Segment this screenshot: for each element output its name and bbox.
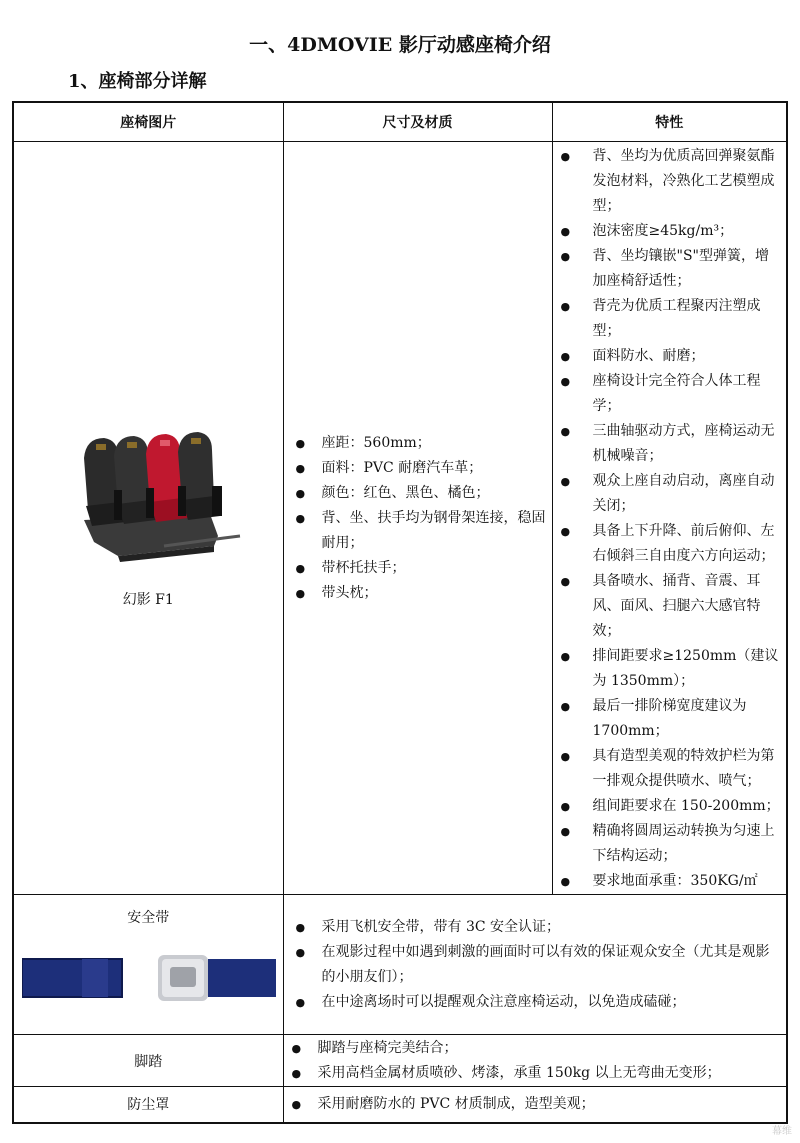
table-row-dustcover [13, 1087, 787, 1123]
list-item: ● 背、坐均为优质高回弹聚氨酯发泡材料，冷熟化工艺模塑成型； [553, 144, 781, 219]
dustcover-features-list [284, 1092, 787, 1117]
list-item: ● 脚踏与座椅完美结合； [284, 1036, 787, 1061]
seat-model-name: 幻影 F1 [122, 591, 174, 608]
list-item: ● 观众上座自动启动，离座自动关闭； [553, 469, 781, 519]
section-title: 1、座椅部分详解 [68, 71, 207, 92]
watermark: 幕维 [772, 1126, 792, 1137]
seat-specs-list [288, 431, 546, 606]
list-item: ● 三曲轴驱动方式，座椅运动无机械噪音； [553, 419, 781, 469]
dustcover-label: 防尘罩 [13, 1087, 283, 1123]
list-item: ● 要求地面承重：350KG/㎡ [553, 869, 781, 894]
header-features: 特性 [552, 102, 787, 142]
seatbelt-label-cell [13, 895, 283, 1035]
seatbelt-label: 安全带 [127, 910, 170, 926]
table-header-row [13, 102, 787, 142]
list-item: ● 座椅设计完全符合人体工程学； [553, 369, 781, 419]
seatbelt-photo [22, 955, 276, 1005]
seat-features-list [553, 144, 781, 894]
seatbelt-features-list [288, 915, 781, 1015]
list-item: ● 背、坐均镶嵌"S"型弹簧，增加座椅舒适性； [553, 244, 781, 294]
list-item: ● 在中途离场时可以提醒观众注意座椅运动，以免造成磕碰； [288, 990, 781, 1015]
list-item: ● 面料：PVC 耐磨汽车革； [288, 456, 546, 481]
seat-image-cell [13, 142, 283, 895]
list-item: ● 座距：560mm； [288, 431, 546, 456]
list-item: ● 采用高档金属材质喷砂、烤漆，承重 150kg 以上无弯曲无变形； [284, 1061, 787, 1086]
list-item: ● 泡沫密度≥45kg/m³； [553, 219, 781, 244]
list-item: ● 颜色：红色、黑色、橘色； [288, 481, 546, 506]
list-item: ● 精确将圆周运动转换为匀速上下结构运动； [553, 819, 781, 869]
list-item: ● 排间距要求≥1250mm（建议为 1350mm）； [553, 644, 781, 694]
seatbelt-features-cell [283, 895, 787, 1035]
header-seat-image: 座椅图片 [13, 102, 283, 142]
seat-features-cell [552, 142, 787, 895]
list-item: ● 带杯托扶手； [288, 556, 546, 581]
list-item: ● 带头枕； [288, 581, 546, 606]
list-item: ● 采用耐磨防水的 PVC 材质制成，造型美观； [284, 1092, 787, 1117]
list-item: ● 背壳为优质工程聚丙注塑成型； [553, 294, 781, 344]
list-item: ● 背、坐、扶手均为钢骨架连接，稳固耐用； [288, 506, 546, 556]
footrest-features-list [284, 1036, 787, 1086]
list-item: ● 采用飞机安全带，带有 3C 安全认证； [288, 915, 781, 940]
seat-specs-cell [283, 142, 552, 895]
list-item: ● 在观影过程中如遇到刺激的画面时可以有效的保证观众安全（尤其是观影的小朋友们）； [288, 940, 781, 990]
list-item: ● 具备喷水、捅背、音震、耳风、面风、扫腿六大感官特效； [553, 569, 781, 644]
seat-details-table [12, 101, 788, 1124]
list-item: ● 具备上下升降、前后俯仰、左右倾斜三自由度六方向运动； [553, 519, 781, 569]
seat-photo [14, 428, 284, 563]
dustcover-features-cell [283, 1087, 787, 1123]
document-title: 一、4DMOVIE 影厅动感座椅介绍 [249, 34, 551, 56]
list-item: ● 面料防水、耐磨； [553, 344, 781, 369]
footrest-label: 脚踏 [13, 1035, 283, 1087]
list-item: ● 最后一排阶梯宽度建议为 1700mm； [553, 694, 781, 744]
list-item: ● 具有造型美观的特效护栏为第一排观众提供喷水、喷气； [553, 744, 781, 794]
table-row-seatbelt [13, 895, 787, 1035]
list-item: ● 组间距要求在 150-200mm； [553, 794, 781, 819]
table-row-footrest [13, 1035, 787, 1087]
footrest-features-cell [283, 1035, 787, 1087]
header-size-material: 尺寸及材质 [283, 102, 552, 142]
table-row-seat [13, 142, 787, 895]
